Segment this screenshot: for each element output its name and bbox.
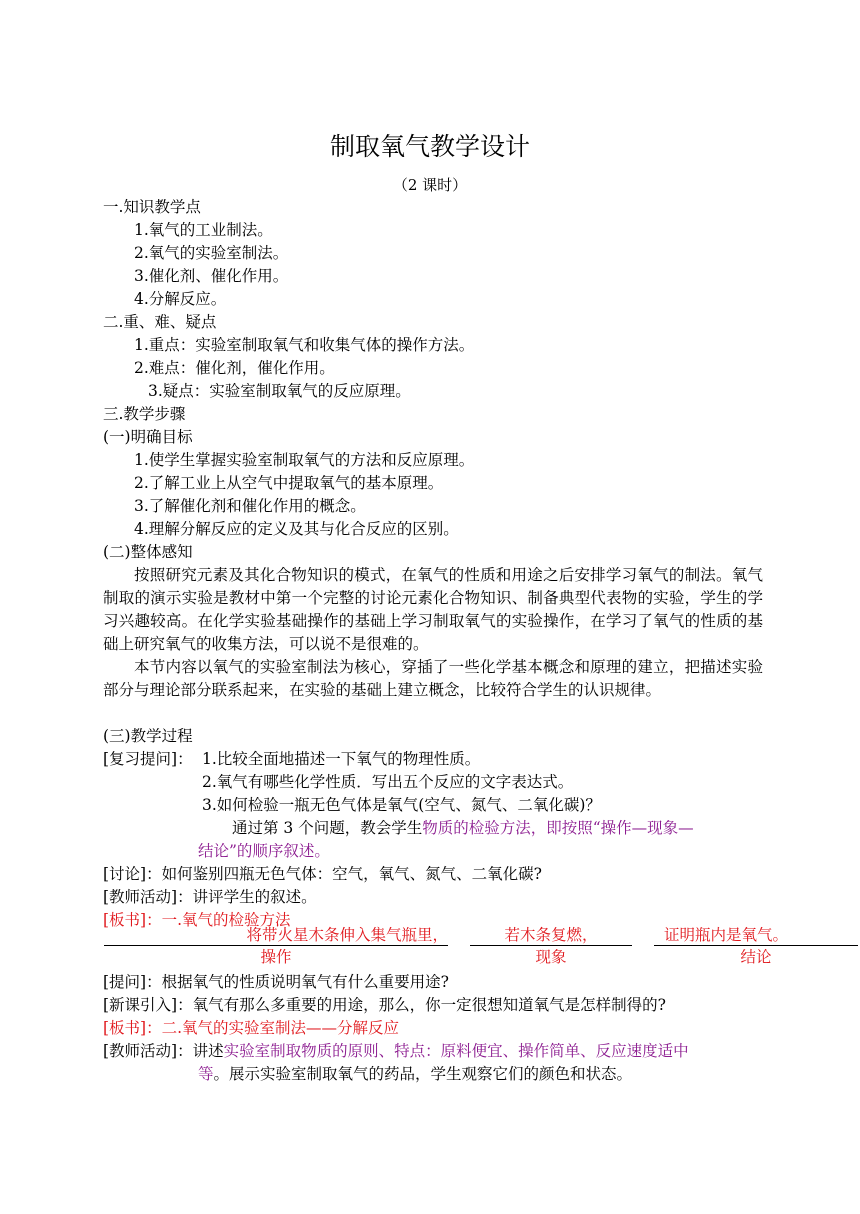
teacher-activity-continued [198, 1063, 632, 1085]
subsection-heading-overall: (二)整体感知 [103, 543, 193, 561]
teaching-note-text: 通过第 3 个问题，教会学生 [232, 819, 423, 837]
list-item: 1.氧气的工业制法。 [134, 221, 273, 239]
review-question: 1.比较全面地描述一下氧气的物理性质。 [202, 750, 481, 768]
teaching-note-continued: 结论”的顺序叙述。 [198, 842, 330, 860]
teacher-activity-line: [教师活动]：讲评学生的叙述。 [103, 888, 317, 906]
review-question: 2.氧气有哪些化学性质．写出五个反应的文字表达式。 [202, 773, 574, 791]
question-line: [提问]：根据氧气的性质说明氧气有什么重要用途? [103, 973, 449, 991]
document-subtitle: （2 课时） [392, 176, 468, 194]
teacher-activity-line-2 [103, 1040, 689, 1062]
teacher-activity-text: 。展示实验室制取氧气的药品，学生观察它们的颜色和状态。 [213, 1065, 633, 1083]
subsection-heading-process: (三)教学过程 [103, 727, 193, 745]
list-item: 4.分解反应。 [134, 290, 227, 308]
list-item: 3.催化剂、催化作用。 [134, 267, 289, 285]
label-operation: 操作 [260, 948, 292, 966]
blank-operation-text: 将带火星木条伸入集气瓶里， [246, 926, 448, 944]
review-label: [复习提问]： [103, 750, 193, 768]
section-heading-knowledge: 一.知识教学点 [103, 198, 201, 216]
blank-phenomenon [470, 925, 632, 946]
label-phenomenon: 现象 [535, 948, 567, 966]
section-heading-key-points: 二.重、难、疑点 [103, 313, 217, 331]
document-title: 制取氧气教学设计 [329, 132, 530, 161]
teacher-activity-highlight: 实验室制取物质的原则、特点：原料便宜、操作简单、反应速度适中 [223, 1042, 689, 1060]
subsection-heading-goals: (一)明确目标 [103, 428, 193, 446]
list-item: 3.疑点：实验室制取氧气的反应原理。 [148, 382, 411, 400]
blank-phenomenon-text: 若木条复燃， [504, 926, 598, 944]
list-item: 2.难点：催化剂，催化作用。 [134, 359, 335, 377]
blank-conclusion [654, 925, 858, 946]
blank-operation [104, 925, 448, 946]
list-item: 2.氧气的实验室制法。 [134, 244, 289, 262]
list-item: 1.重点：实验室制取氧气和收集气体的操作方法。 [134, 336, 475, 354]
list-item: 1.使学生掌握实验室制取氧气的方法和反应原理。 [134, 451, 475, 469]
teacher-activity-highlight-end: 等 [198, 1065, 214, 1083]
paragraph-overall-1: 按照研究元素及其化合物知识的模式，在氧气的性质和用途之后安排学习氧气的制法。氧气制取的演示实验是教材中第一个完整的讨论元素化合物知识、制备典型代表物的实验，学生的学习兴趣较高。在化学实验基础操作的基础上学习制取氧气的实验操作，在学习了氧气的性质的基础上研究氧气的收集方法，可以说不是很难的。 [103, 566, 763, 653]
paragraph-overall-2: 本节内容以氧气的实验室制法为核心，穿插了一些化学基本概念和原理的建立，把描述实验部分与理论部分联系起来，在实验的基础上建立概念，比较符合学生的认识规律。 [103, 658, 763, 699]
teaching-note-highlight: 物质的检验方法，即按照“操作—现象— [422, 819, 694, 837]
teaching-note [232, 817, 694, 839]
discussion-line: [讨论]：如何鉴别四瓶无色气体：空气，氧气、氮气、二氧化碳? [103, 865, 542, 883]
list-item: 3.了解催化剂和催化作用的概念。 [134, 497, 366, 515]
board-line-1: [板书]：一.氧气的检验方法 [103, 911, 291, 929]
section-heading-steps: 三.教学步骤 [103, 405, 186, 423]
teacher-activity-label: [教师活动]：讲述 [103, 1042, 224, 1060]
label-conclusion: 结论 [740, 948, 772, 966]
new-lesson-intro-line: [新课引入]：氧气有那么多重要的用途，那么，你一定很想知道氧气是怎样制得的? [103, 996, 666, 1014]
list-item: 2.了解工业上从空气中提取氧气的基本原理。 [134, 474, 444, 492]
review-question: 3.如何检验一瓶无色气体是氧气(空气、氮气、二氧化碳)？ [202, 796, 601, 814]
list-item: 4.理解分解反应的定义及其与化合反应的区别。 [134, 520, 459, 538]
board-line-2: [板书]：二.氧气的实验室制法——分解反应 [103, 1019, 400, 1037]
blank-conclusion-text: 证明瓶内是氧气。 [664, 926, 789, 944]
